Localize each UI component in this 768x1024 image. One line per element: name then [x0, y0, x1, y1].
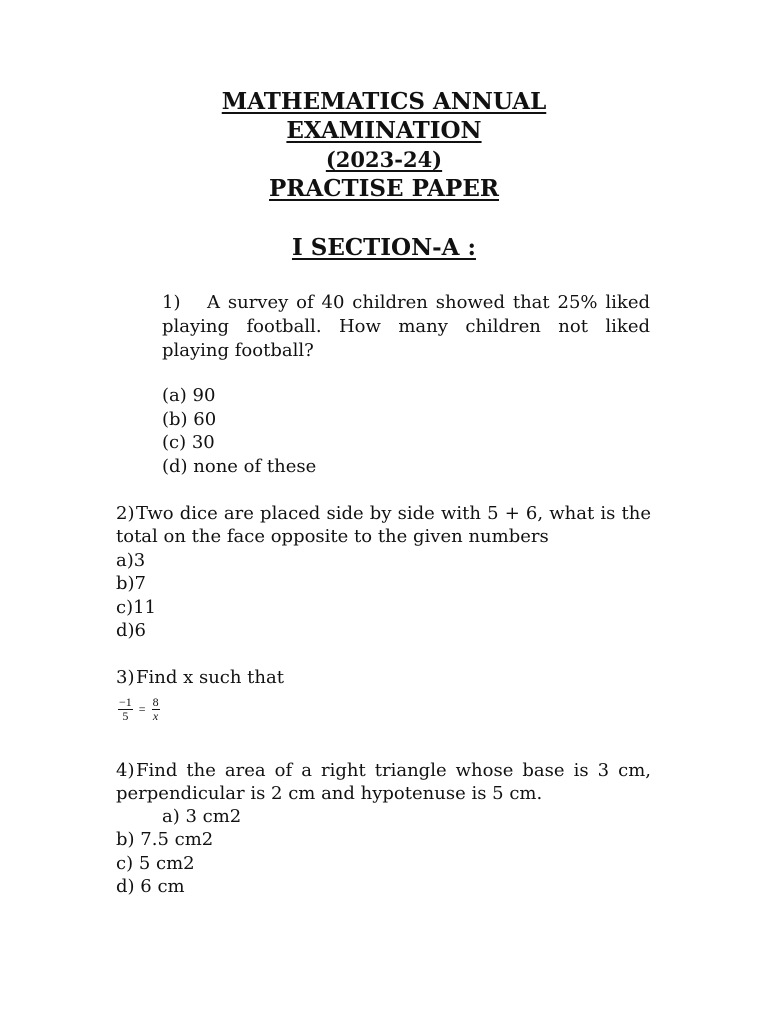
exam-year: (2023-24): [325, 147, 443, 172]
right-fraction: [152, 696, 160, 723]
left-denominator: 5: [122, 709, 129, 723]
question-3-text: Find x such that: [136, 667, 284, 688]
equals-sign: =: [138, 702, 146, 716]
exam-title-line-2: EXAMINATION: [286, 117, 482, 144]
question-1-option-a: (a) 90: [162, 385, 216, 406]
question-1-option-b: (b) 60: [162, 409, 217, 430]
question-1-option-c: (c) 30: [162, 432, 215, 453]
left-numerator: −1: [119, 695, 132, 709]
question-1-option-d: (d) none of these: [162, 456, 317, 477]
question-2-line-1: [116, 502, 651, 526]
right-denominator: x: [152, 709, 159, 723]
question-3-equation: [118, 696, 160, 723]
question-2-option-c: c)11: [116, 597, 157, 618]
right-numerator: 8: [152, 695, 159, 709]
question-4-option-a: a) 3 cm2: [162, 806, 242, 827]
question-4-text-line-2: perpendicular is 2 cm and hypotenuse is 5 cm.: [116, 783, 543, 804]
question-3-line-1: [116, 666, 284, 690]
question-4-text-line-1: Find the area of a right triangle whose base is 3 cm,: [136, 760, 651, 781]
question-1-number: 1): [162, 292, 181, 313]
question-4-option-c: c) 5 cm2: [116, 853, 195, 874]
question-4-number: 4): [116, 760, 135, 781]
paper-subtitle: PRACTISE PAPER: [269, 175, 499, 202]
question-1-line-1: [162, 291, 650, 315]
left-fraction: [118, 696, 133, 723]
question-2-option-d: d)6: [116, 620, 146, 641]
question-2-number: 2): [116, 503, 135, 524]
question-4-line-1: [116, 759, 651, 783]
question-1-text-line-2: playing football. How many children not liked: [162, 316, 650, 337]
question-1-text-line-3: playing football?: [162, 340, 314, 361]
question-4-option-b: b) 7.5 cm2: [116, 829, 214, 850]
question-2-option-a: a)3: [116, 550, 146, 571]
question-2-text-line-2: total on the face opposite to the given numbers: [116, 526, 549, 547]
question-4-option-d: d) 6 cm: [116, 876, 185, 897]
question-2-text-line-1: Two dice are placed side by side with 5 + 6, what is the: [136, 503, 651, 524]
question-3-number: 3): [116, 667, 135, 688]
question-1-text-line-1: A survey of 40 children showed that 25% liked: [207, 292, 650, 313]
question-2-option-b: b)7: [116, 573, 146, 594]
exam-title-line-1: MATHEMATICS ANNUAL: [221, 88, 547, 115]
section-heading: I SECTION-A :: [291, 234, 477, 261]
